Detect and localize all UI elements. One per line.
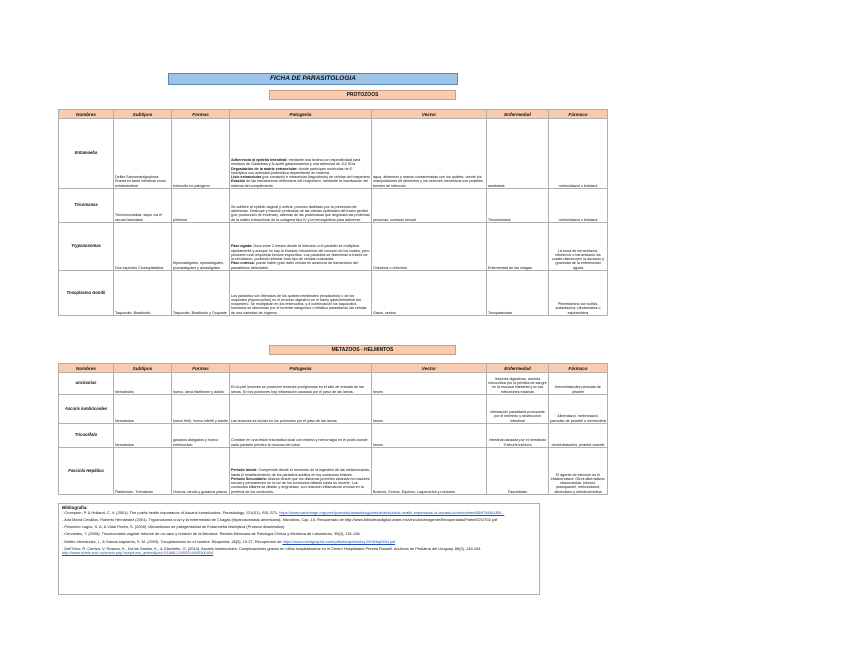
row-enfermedad: infestación parasitaria provocada por el helminto y obstrucción intestinal xyxy=(487,395,549,424)
table-row xyxy=(59,271,608,316)
table-row xyxy=(59,395,608,424)
row-subtipos: Dellito Sarcomastigophora. Rueda en tanto intestinal como extraintestinal xyxy=(114,119,172,189)
patogenia-text: Abarca desde que los distomas juveniles alcanzan la madurez sexual y permanecen en la luz de los conductos biliares hasta su muerte. Los conductos biliares se dilatan y engruesan, con reacción inflamatoria crónica en la periferia de los conductos. xyxy=(231,476,370,494)
row-vector: heces xyxy=(372,395,487,424)
patogenia-paragraph xyxy=(231,477,370,494)
patogenia-term: Evasión xyxy=(231,179,246,184)
row-vector: personas, contacto sexual xyxy=(372,189,487,223)
section-protozoos-label: PROTOZOOS xyxy=(269,90,456,100)
row-subtipos: Platelminto. Trematodo xyxy=(114,448,172,495)
row-farmaco: metronidazol o tinidazol xyxy=(549,119,608,189)
row-vector: Chinches o chinches xyxy=(372,223,487,271)
row-formas: trofozoito no patógeno xyxy=(172,119,230,189)
row-formas: Taquizoito. Bradizoito y Ooquiste xyxy=(172,271,230,316)
bibliography-entry xyxy=(62,518,536,523)
row-vector: Gatos, cerdos xyxy=(372,271,487,316)
row-subtipos: Nematodos xyxy=(114,424,172,448)
row-formas: huevo, larva filariforme y adulto xyxy=(172,373,230,395)
row-patogenia xyxy=(230,448,372,495)
header-subtipos: Subtipos xyxy=(114,364,172,373)
patogenia-term: Lisis extracelular xyxy=(231,175,262,180)
row-patogenia xyxy=(230,189,372,223)
row-patogenia xyxy=(230,223,372,271)
patogenia-paragraph xyxy=(231,438,370,447)
row-formas: tripomastigotes, epimastigotes, promastigotes y amastigotes xyxy=(172,223,230,271)
section-metazoos-label: METAZOOS - HELMINTOS xyxy=(269,345,456,355)
bibliography-text: - Ana María Cevallos, Roberto Hernández (2001). Trypanosoma cruzi y la enfermedad de Chagas (tripanosomiasis americana). Microbios, Cap. 15. Recuperado de http://www.bibliotecadigital.unam.mx/vinculos/ImagenesRecuperadas/ParteIII/21/T02.pdf xyxy=(62,516,498,522)
row-patogenia xyxy=(230,395,372,424)
patogenia-text: mediante una lectina con especificidad para residuos de Galactosa y N-acetil galactosamina y una adhesina de 112 KDa xyxy=(231,157,361,167)
bibliography-text: - Cervantes, T. (2008). Tricomoniasis vaginal: informe de un caso y revisión de la literatura. Revista Mexicana de Patología Clínica y Medicina de Laboratorio, 55(3), 151-156. xyxy=(62,531,361,537)
row-formas: piriforme xyxy=(172,189,230,223)
row-subtipos: Taquizoito. Bradizoito. xyxy=(114,271,172,316)
table-row xyxy=(59,373,608,395)
patogenia-text: Las lesiones se inician en los pulmones por el paso de las larvas xyxy=(231,418,337,423)
patogenia-paragraph xyxy=(231,468,370,477)
patogenia-text: En la piel lesiones se producen lesiones pruriginosas en el sitio de entrada de las larvas. En los pulmones hay inflamación causada por el paso de las larvas. xyxy=(231,385,364,394)
bibliography-entry xyxy=(62,540,536,545)
table-row xyxy=(59,424,608,448)
header-subtipos: Subtipos xyxy=(114,110,172,119)
bibliography-heading: Bibliografía: xyxy=(62,505,88,510)
header-enfermedad: Enfermedad xyxy=(487,110,549,119)
row-enfermedad: Tricomoniasis xyxy=(487,189,549,223)
row-formas: huevo fértil, huevo infértil y adulto xyxy=(172,395,230,424)
row-vector: agua, alimentos y manos contaminadas con los quistes, donde los manipuladores de alimentos y los vectores mecánicos son posibles fuentes de infección xyxy=(372,119,487,189)
bibliography-text: - Dell'Orco, R. Carrizo, V. Rosano, K., Da los Santos, K., & Giachetto, G. (2014). Ascaris lumbricoides: Complicaciones graves en niños hospitalizados en el Centro Hospitalario Pereira Rossell. Archivos de Pediatría del Uruguay, 85(3), 149-154. xyxy=(62,545,482,551)
patogenia-text: Dura entre 2 meses desde la infección a el parásito se multiplica rápidamente y aunque no hay la invasión intracelular del corazón de los cuales, pero producen una respuesta inmune específica. Los parásitos se diseminan a través de la circulación, pudiendo infectar todo tipo de células nucleadas. xyxy=(231,244,370,262)
header-formas: Formas xyxy=(172,110,230,119)
bibliography-text: - Pelomino Lagos, S. A. & Vidal Flores, S. (2008). Mecanismos de patogenicidad de Entamoeba histolytica (Protocol dissertation). xyxy=(62,524,286,530)
patogenia-term: Degradación de la matriz extracelular: xyxy=(231,166,298,171)
bibliography-entry xyxy=(62,532,536,537)
bibliography-entry xyxy=(62,547,536,556)
row-name: Trypanosomas xyxy=(59,223,114,271)
row-formas: Huevos, larvas y gusanos planos xyxy=(172,448,230,495)
table-row xyxy=(59,223,608,271)
bibliography-text: - Martín-Hernández, I., & García-Izquierdo, S. M. (2003). Toxoplasmosis en el hombre. Bioquímia, 28(3), 19-27. Recuperado de xyxy=(62,538,283,544)
patogenia-paragraph xyxy=(231,244,370,261)
bibliography-link[interactable]: https://www.cambridge.org/core/journals/parasitology/article/abs/public-health-importance-of-ascaris-lumbricoides/6B0F545A1BB... xyxy=(279,509,505,515)
patogenia-text: (por contacto) e intracelular (fagocitosis) de células del hospedero xyxy=(261,175,370,180)
row-name: Tricomonas xyxy=(59,189,114,223)
row-enfermedad: Toxoplasmosis xyxy=(487,271,549,316)
patogenia-text: donde participan moléculas de E. histolytica con actividad proteolítica dependiente de cisteína. xyxy=(231,166,354,175)
table-row xyxy=(59,189,608,223)
patogenia-paragraph xyxy=(231,294,370,315)
header-formas: Formas xyxy=(172,364,230,373)
row-enfermedad: intestinal causada por el nematodo Trichuris trichiura xyxy=(487,424,549,448)
patogenia-text: Consiste en una lesión traumática local con edema y hemorragia en el punto donde cada parásito penetra la mucosa del colon xyxy=(231,438,368,447)
protozoos-table xyxy=(58,109,608,316)
row-enfermedad: lesiones digestivas, anemia microcítica por la pérdida de sangre en la mucosa intestinal y en las infecciones masivas xyxy=(487,373,549,395)
patogenia-term: Fase crónica: xyxy=(231,261,255,266)
row-vector: heces xyxy=(372,424,487,448)
row-formas: gusanos alargados y huevo embrionado xyxy=(172,424,230,448)
header-enfermedad: Enfermedad xyxy=(487,364,549,373)
patogenia-term: Período Secundario: xyxy=(231,476,268,481)
header-vector: Vector xyxy=(372,110,487,119)
row-farmaco: Pirimetamina con sulfas, sulfadiazina, clindamicina o espiramicina xyxy=(549,271,608,316)
bibliography-entry xyxy=(62,511,536,516)
row-vector: Bovinos, Ovinos, Equinos, Lagomorfos y roedores xyxy=(372,448,487,495)
patogenia-paragraph xyxy=(231,167,370,176)
bibliography-text: - Crompton, P. & Holland, C. V. (2001). The public health importance of Ascaris lumbricoides. Parasitology, 121(S1), S51-S71. xyxy=(62,509,280,515)
row-subtipos: Nematodos xyxy=(114,395,172,424)
row-farmaco: La toma de benznidazol, nifurtimox o benznidazol los cuales disminuyen la duración y gravedad de la enfermedad aguda xyxy=(549,223,608,271)
patogenia-text: Los parásitos son liberados de los quistes intestinales (bradizoitos) o de los ooquistes (esporozoitos) en el proceso digestivo en el tracto gastrointestinal del hospedero. Se multiplican en los enterocitos, y a continuación los taquizoitos formados se diseminan por el torrente sanguíneo o linfático parasitando las células de una variedad de órganos xyxy=(231,293,367,315)
bibliography xyxy=(58,503,540,595)
patogenia-paragraph xyxy=(231,158,370,167)
patogenia-paragraph xyxy=(231,385,370,394)
row-farmaco: Albendazol, mebendazol, pamoato de pirantel o ivermectina xyxy=(549,395,608,424)
row-enfermedad: Enfermedad de las chagas xyxy=(487,223,549,271)
row-enfermedad: amebiasis xyxy=(487,119,549,189)
patogenia-paragraph xyxy=(231,179,370,188)
row-vector: heces xyxy=(372,373,487,395)
row-farmaco: benzimidazoles pamoato de pirantel xyxy=(549,373,608,395)
bibliography-link[interactable]: http://www.scielo.edu.uy/scielo.php?script=sci_arttext&pid=S1688-12492014000300004 xyxy=(62,550,214,556)
row-farmaco: benzimidazoles, pirantel-oxantel xyxy=(549,424,608,448)
row-farmaco: metronidazol o tinidazol xyxy=(549,189,608,223)
row-subtipos: Dos especies Cinetoplástidos xyxy=(114,223,172,271)
header-farmaco: Fármaco xyxy=(549,110,608,119)
header-nombres: Nombres xyxy=(59,364,114,373)
row-name: Ascaris lumbricoides xyxy=(59,395,114,424)
row-patogenia xyxy=(230,424,372,448)
patogenia-text: Comprende desde el momento de la ingestión de las metacercarias, hasta el establecimiento de los parásitos adultos en los conductos biliares. xyxy=(231,468,370,477)
row-farmaco: El agente de elección es el triclabendazol. Otros alternativos: nitazoxanida, bitionol, praziquantel, metronidazol, albendazol y dehidroemetina xyxy=(549,448,608,495)
row-name: Toxoplasma Gondii xyxy=(59,271,114,316)
patogenia-term: Adherencia al epitelio intestinal: xyxy=(231,157,288,162)
patogenia-term: Período Inicial: xyxy=(231,468,258,473)
row-patogenia xyxy=(230,271,372,316)
row-name: Entamoeba xyxy=(59,119,114,189)
row-name: Fasciola Hepática xyxy=(59,448,114,495)
row-enfermedad: Fascioliasis xyxy=(487,448,549,495)
patogenia-paragraph xyxy=(231,261,370,270)
table-row xyxy=(59,448,608,495)
bibliography-entry xyxy=(62,525,536,530)
header-nombres: Nombres xyxy=(59,110,114,119)
row-patogenia xyxy=(230,119,372,189)
row-name: uncinarias xyxy=(59,373,114,395)
patogenia-text: Se adhiere al epitelio vaginal y uretral, proceso facilitado por la presencia del adhesinas. Destruye y fracción proteasas de las células epiteliales del tracto genital (por producción de enzimas), ademas de las proteinasas que degradan las proteínas de la matriz extracelular de la colágena tipo IV y la hemoglobina para adherirse. xyxy=(231,204,370,222)
patogenia-term: Fase aguda: xyxy=(231,244,253,249)
patogenia-paragraph xyxy=(231,205,370,222)
row-subtipos: Trichomonadida. sique vía el sexual transitado xyxy=(114,189,172,223)
patogenia-text: puede haber gran daño celular en ausencia de transmisión del parasitismo detectable. xyxy=(231,261,358,270)
patogenia-paragraph xyxy=(231,419,370,423)
header-patogenia: Patogenia xyxy=(230,364,372,373)
row-patogenia xyxy=(230,373,372,395)
bibliography-link[interactable]: https://www.medigraphic.com/pdfs/bioquimia/bq-2003/bq033d.pdf xyxy=(282,538,396,544)
header-farmaco: Fármaco xyxy=(549,364,608,373)
page-title: FICHA DE PARASITOLOGIA xyxy=(168,73,458,85)
patogenia-text: de las mecanismos defensivos del hospedero, mediante la inactivación del sistema del complemento. xyxy=(231,179,369,188)
table-row xyxy=(59,119,608,189)
row-subtipos: Nematodos xyxy=(114,373,172,395)
header-vector: Vector xyxy=(372,364,487,373)
metazoos-table xyxy=(58,363,608,495)
row-name: Tricocéfalo xyxy=(59,424,114,448)
header-patogenia: Patogenia xyxy=(230,110,372,119)
